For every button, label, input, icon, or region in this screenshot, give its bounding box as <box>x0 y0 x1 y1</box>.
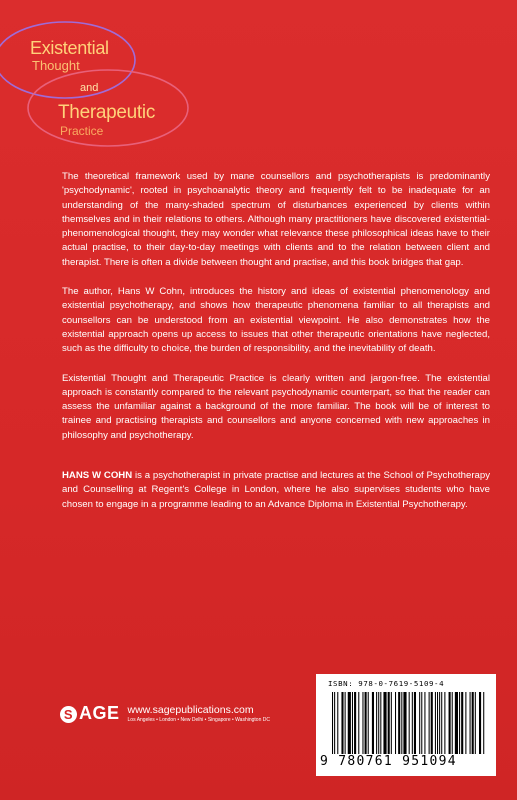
author-name: HANS W COHN <box>62 470 133 482</box>
barcode-bar <box>429 692 430 754</box>
barcode-bar <box>459 692 460 754</box>
barcode-bar <box>431 692 433 754</box>
sage-wordmark-rest: AGE <box>79 703 120 723</box>
barcode-bar <box>352 692 353 754</box>
publisher-info <box>128 704 270 723</box>
barcode-bar <box>383 692 386 754</box>
barcode-bar <box>354 692 356 754</box>
barcode-bar <box>376 692 377 754</box>
sage-wordmark <box>60 703 120 724</box>
barcode-bars <box>330 692 486 754</box>
barcode-bar <box>470 692 471 754</box>
blurb-paragraph-3: Existential Thought and Therapeutic Practice is clearly written and jargon-free. The existential approach is constantly compared to the relevant psychodynamic counterpart, so that the reader can assess the unfamiliar against a background of the more familiar. The book will be of interest to trainee and practising therapists and counsellors and anyone concerned with new approaches in philosophy and psychotherapy. <box>62 372 490 441</box>
barcode-bar <box>409 692 410 754</box>
barcode-bar <box>461 692 463 754</box>
barcode-bar <box>401 692 402 754</box>
barcode-bar <box>414 692 416 754</box>
barcode-bar <box>403 692 406 754</box>
barcode-bar <box>483 692 484 754</box>
ean-digits: 9 780761 951094 <box>320 754 457 769</box>
sage-s-icon: S <box>60 706 77 723</box>
blurb-paragraph-1: The theoretical framework used by mane counsellors and psychotherapists is predominantly 'psychodynamic', rooted in psychoanalytic theory and frequently felt to be inadequate for an understanding of the many-shaded spectrum of disturbances experienced by clients within themselves and in their relations to others. Although many practitioners have discovered existential-phenomenological thought, they may wonder what relevance these philosophical ideas have to their actual practise, to their day-to-day meetings with clients and to the relation between client and therapist. There is often a divide between thought and practise, and this book bridges that gap. <box>62 171 490 268</box>
barcode-bar <box>362 692 363 754</box>
barcode-bar <box>424 692 425 754</box>
barcode-bar <box>439 692 440 754</box>
author-bio-text: is a psychotherapist in private practise and lectures at the School of Psychotherapy and Counselling at Regent's College in London, where he also supervises students who have chosen to engage in a programme leading to an Advance Diploma in Existential Psychotherapy. <box>62 470 490 510</box>
barcode-bar <box>419 692 420 754</box>
barcode-bar <box>435 692 436 754</box>
logo-word-existential: Existential <box>30 38 109 58</box>
barcode-bar <box>441 692 442 754</box>
barcode-bar <box>337 692 338 754</box>
barcode-bar <box>378 692 379 754</box>
barcode-bar <box>332 692 333 754</box>
barcode-bar <box>444 692 445 754</box>
logo-word-and: and <box>80 82 99 94</box>
isbn-label: ISBN: 978-0-7619-5109-4 <box>328 679 445 688</box>
barcode-bar <box>334 692 335 754</box>
publisher-url: www.sagepublications.com <box>127 704 254 716</box>
barcode-bar <box>452 692 453 754</box>
series-logo <box>0 0 200 150</box>
barcode-bar <box>395 692 396 754</box>
barcode-bar <box>472 692 474 754</box>
barcode-bar <box>365 692 367 754</box>
barcode-bar <box>449 692 451 754</box>
barcode-bar <box>341 692 343 754</box>
barcode-bar <box>412 692 413 754</box>
barcode-bar <box>455 692 458 754</box>
barcode-bar <box>479 692 481 754</box>
blurb <box>62 170 490 527</box>
isbn-barcode <box>316 674 496 776</box>
barcode-bar <box>465 692 466 754</box>
barcode-bar <box>388 692 390 754</box>
logo-word-therapeutic: Therapeutic <box>58 102 156 123</box>
barcode-bar <box>437 692 438 754</box>
barcode-bar <box>372 692 374 754</box>
barcode-bar <box>380 692 381 754</box>
blurb-paragraph-2: The author, Hans W Cohn, introduces the history and ideas of existential phenomenology and existential psychotherapy, and shows how therapeutic phenomena familiar to all therapists and counsellors can be understood from an existential viewpoint. He also demonstrates how the existential approach opens up access to issues that other therapeutic orientations have neglected, such as the difficulty to choice, the burden of responsibility, and the inevitability of death. <box>62 286 490 355</box>
barcode-bar <box>348 692 351 754</box>
barcode-bar <box>368 692 369 754</box>
barcode-bar <box>345 692 346 754</box>
barcode-bar <box>358 692 359 754</box>
barcode-bar <box>421 692 422 754</box>
publisher-logo <box>60 703 270 724</box>
logo-word-thought: Thought <box>32 58 80 73</box>
barcode-bar <box>391 692 392 754</box>
barcode-bar <box>475 692 476 754</box>
author-bio <box>62 469 490 512</box>
barcode-bar <box>398 692 400 754</box>
publisher-cities: Los Angeles • London • New Delhi • Singapore • Washington DC <box>127 717 270 723</box>
logo-word-practice: Practice <box>60 124 104 138</box>
